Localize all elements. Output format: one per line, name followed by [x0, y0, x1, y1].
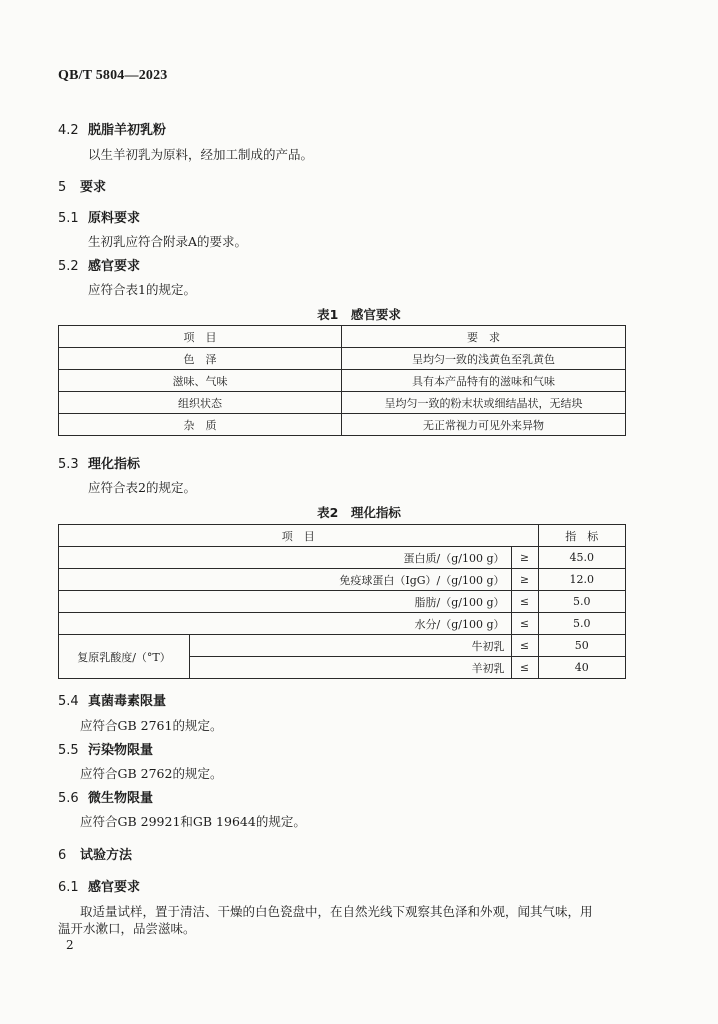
table-cell: 蛋白质/（g/100 g） [59, 547, 512, 569]
table-header-cell: 项 目 [59, 525, 539, 547]
document-header: QB/T 5804—2023 [58, 68, 168, 83]
section-5-1-text: 生初乳应符合附录A的要求。 [88, 234, 248, 249]
table-cell: 滋味、气味 [59, 370, 342, 392]
table-header-cell: 项 目 [59, 326, 342, 348]
section-6-heading: 6 试验方法 [58, 848, 133, 863]
table-row [59, 547, 626, 569]
table-cell: 呈均匀一致的浅黄色至乳黄色 [342, 348, 626, 370]
table-row [59, 569, 626, 591]
table2 [58, 524, 626, 679]
table-cell: ≥ [511, 569, 538, 591]
table-cell: 杂 质 [59, 414, 342, 436]
table-cell: 12.0 [538, 569, 625, 591]
table-cell: 呈均匀一致的粉末状或细结晶状，无结块 [342, 392, 626, 414]
table-cell: 复原乳酸度/（°T） [59, 635, 190, 679]
table-row [59, 635, 626, 657]
section-4-2-text: 以生羊初乳为原料，经加工制成的产品。 [88, 147, 314, 162]
table-row [59, 392, 626, 414]
section-6-1-text-line2: 温开水漱口，品尝滋味。 [58, 921, 196, 936]
table-row [59, 370, 626, 392]
table-cell: 免疫球蛋白（IgG）/（g/100 g） [59, 569, 512, 591]
table-cell: ≥ [511, 547, 538, 569]
page-number: 2 [66, 938, 74, 952]
table-row [59, 591, 626, 613]
table-header-row [59, 326, 626, 348]
section-5-5-heading: 5.5 污染物限量 [58, 743, 154, 758]
table-cell: ≤ [511, 591, 538, 613]
section-6-1-text-line1: 取适量试样，置于清洁、干燥的白色瓷盘中，在自然光线下观察其色泽和外观，闻其气味，用 [80, 904, 593, 919]
table1-caption: 表1 感官要求 [317, 307, 401, 322]
section-6-1-heading: 6.1 感官要求 [58, 880, 141, 895]
table-cell: 羊初乳 [190, 657, 512, 679]
table-cell: 脂肪/（g/100 g） [59, 591, 512, 613]
section-5-2-text: 应符合表1的规定。 [88, 282, 196, 297]
table1 [58, 325, 626, 436]
table-cell: 色 泽 [59, 348, 342, 370]
section-5-3-heading: 5.3 理化指标 [58, 457, 141, 472]
table-cell: 45.0 [538, 547, 625, 569]
table-cell: 组织状态 [59, 392, 342, 414]
table-cell: 5.0 [538, 591, 625, 613]
table-cell: 水分/（g/100 g） [59, 613, 512, 635]
table-cell: ≤ [511, 657, 538, 679]
section-4-2-heading: 4.2 脱脂羊初乳粉 [58, 123, 167, 138]
table-cell: ≤ [511, 613, 538, 635]
section-5-3-text: 应符合表2的规定。 [88, 480, 196, 495]
table-cell: 5.0 [538, 613, 625, 635]
table-cell: 50 [538, 635, 625, 657]
table-header-cell: 要 求 [342, 326, 626, 348]
section-5-6-heading: 5.6 微生物限量 [58, 791, 154, 806]
section-5-4-text: 应符合GB 2761的规定。 [80, 718, 223, 733]
table-cell: ≤ [511, 635, 538, 657]
table-cell: 牛初乳 [190, 635, 512, 657]
section-5-4-heading: 5.4 真菌毒素限量 [58, 694, 167, 709]
table-cell: 40 [538, 657, 625, 679]
table-cell: 无正常视力可见外来异物 [342, 414, 626, 436]
table-row [59, 414, 626, 436]
table-header-cell: 指 标 [538, 525, 625, 547]
section-5-5-text: 应符合GB 2762的规定。 [80, 766, 223, 781]
table-row [59, 613, 626, 635]
table-cell: 具有本产品特有的滋味和气味 [342, 370, 626, 392]
section-5-6-text: 应符合GB 29921和GB 19644的规定。 [80, 814, 306, 829]
table-header-row [59, 525, 626, 547]
section-5-2-heading: 5.2 感官要求 [58, 259, 141, 274]
table2-caption: 表2 理化指标 [317, 505, 401, 520]
table-row [59, 348, 626, 370]
section-5-1-heading: 5.1 原料要求 [58, 211, 141, 226]
section-5-heading: 5 要求 [58, 180, 107, 195]
